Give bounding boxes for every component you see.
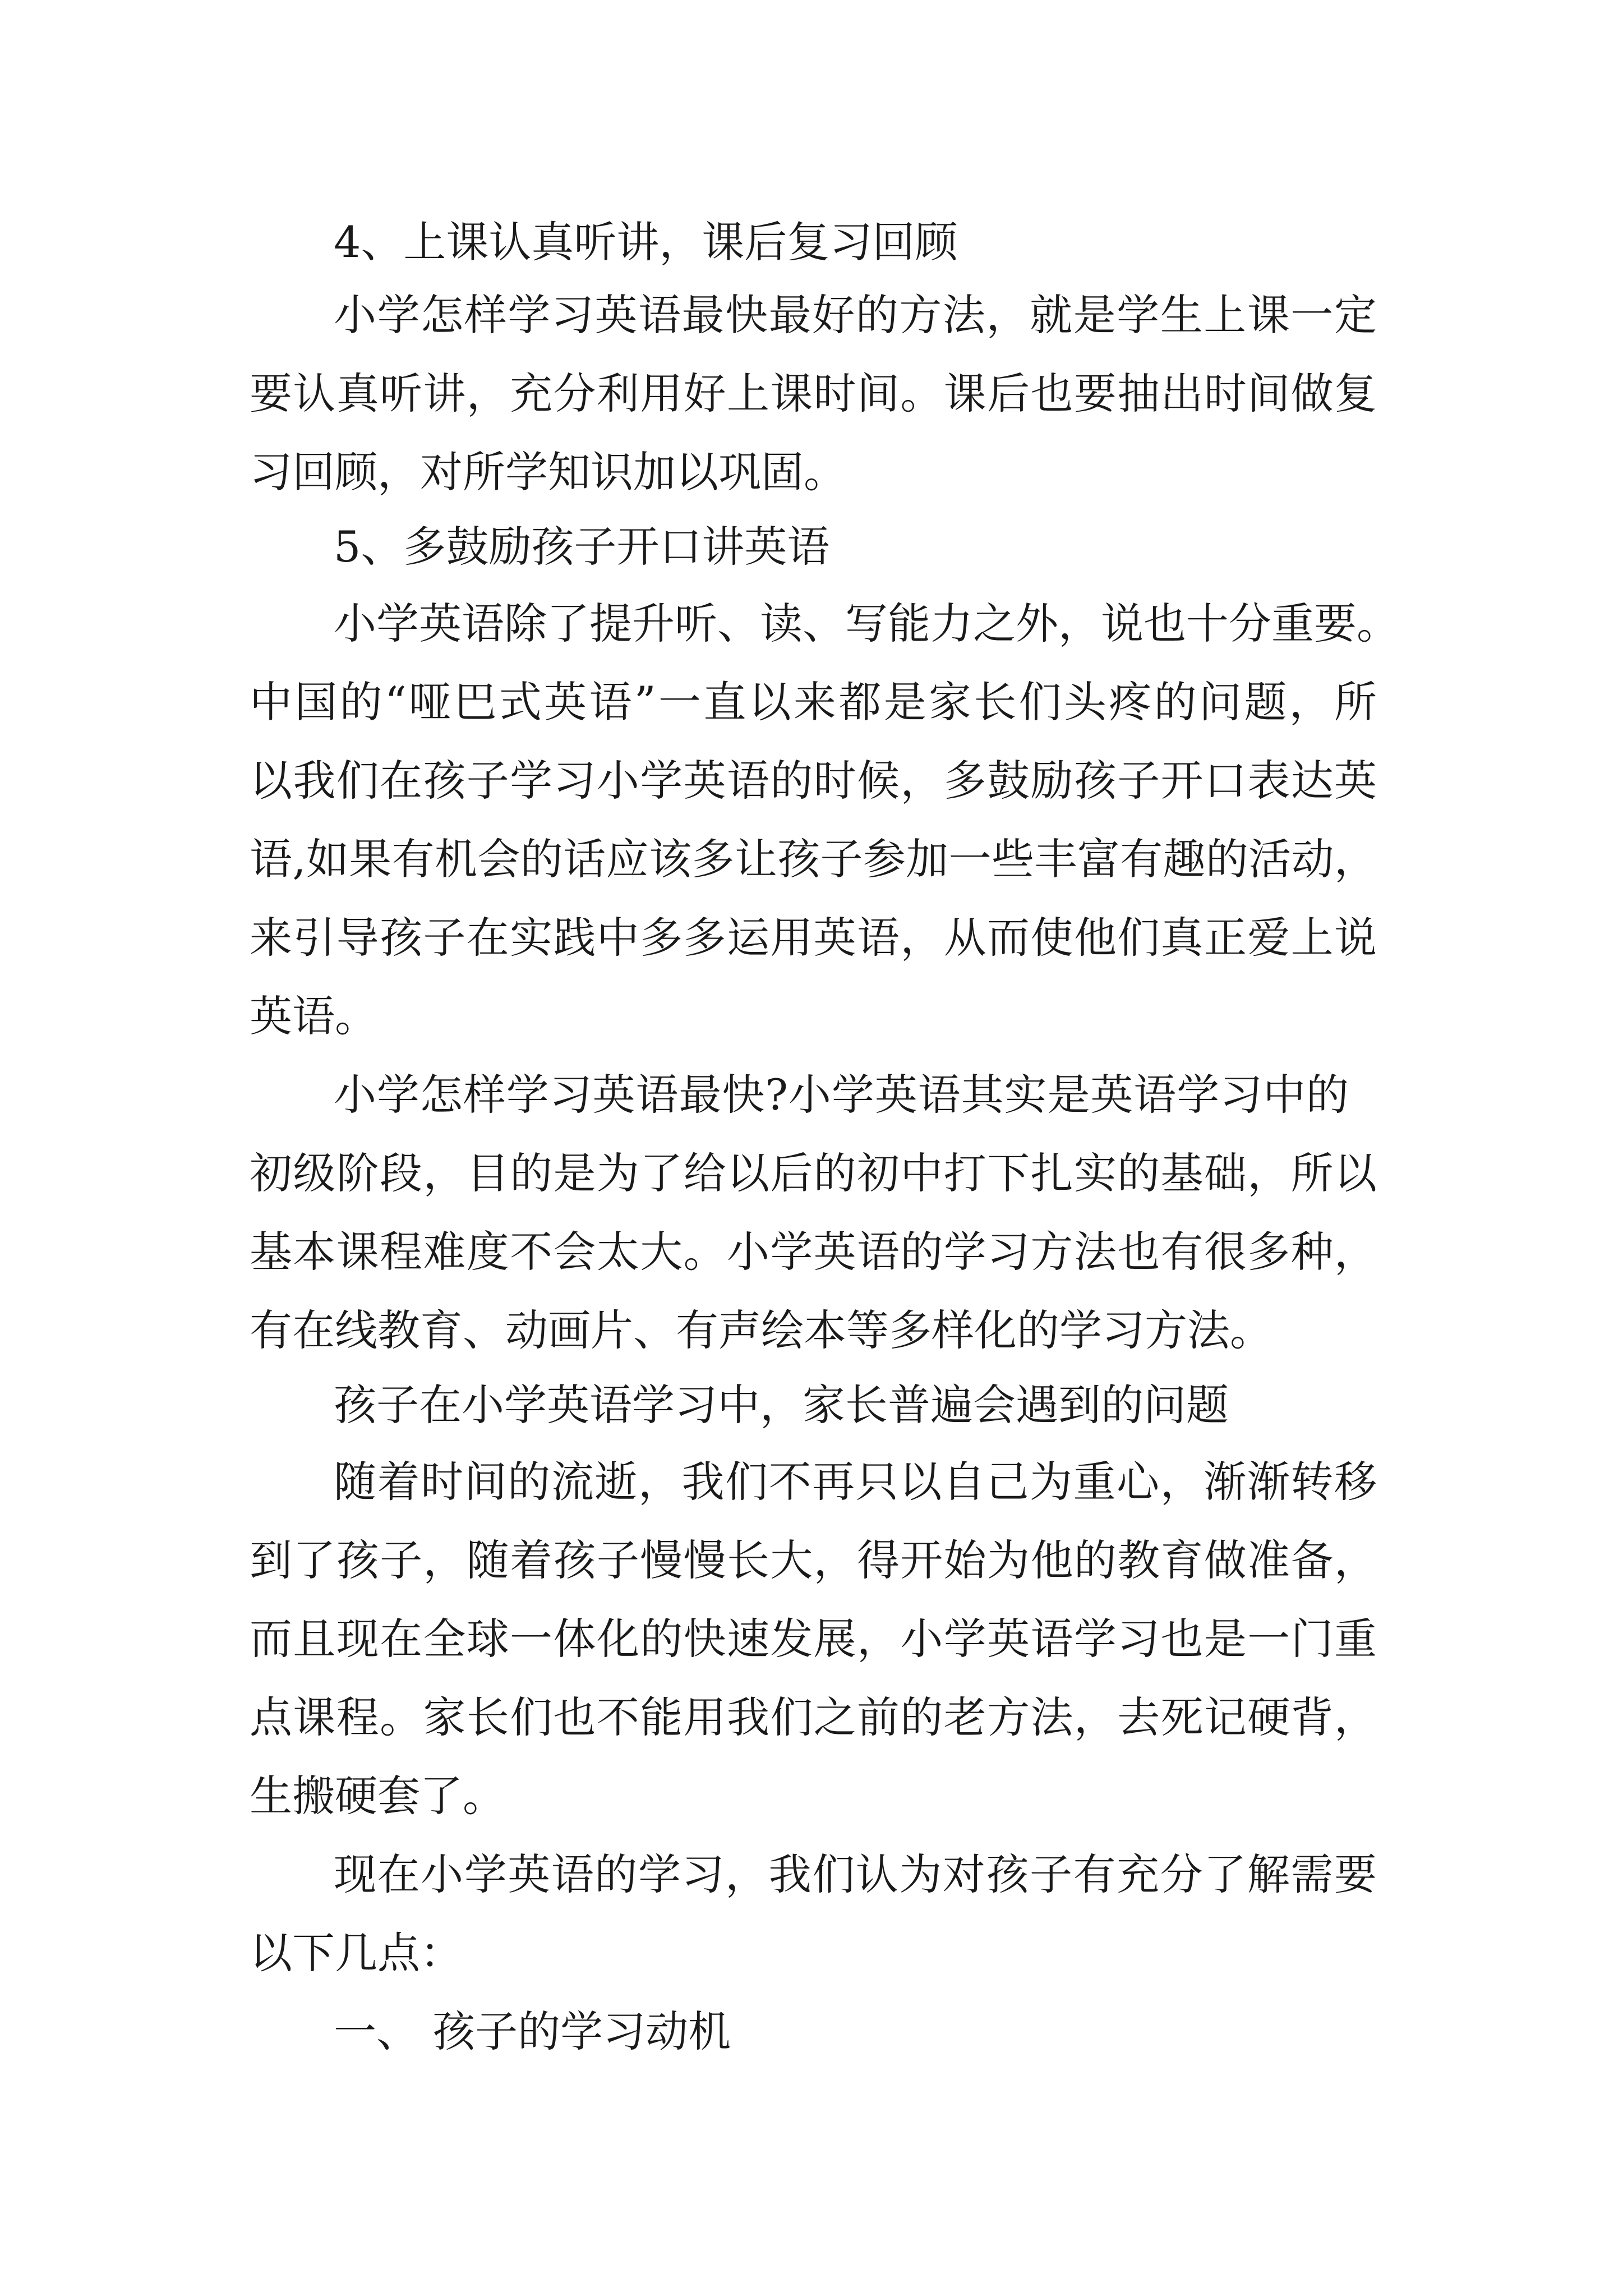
paragraph-line: 来引导孩子在实践中多多运用英语，从而使他们真正爱上说 <box>250 913 1377 963</box>
paragraph-line: 小学英语除了提升听、读、写能力之外，说也十分重要。 <box>334 599 1399 648</box>
paragraph-line: 习回顾，对所学知识加以巩固。 <box>250 447 846 497</box>
paragraph-line: 小学怎样学习英语最快?小学英语其实是英语学习中的 <box>334 1070 1349 1120</box>
paragraph-line: 初级阶段，目的是为了给以后的初中打下扎实的基础，所以 <box>250 1148 1377 1198</box>
paragraph-line: 语,如果有机会的话应该多让孩子参加一些丰富有趣的活动， <box>250 834 1377 884</box>
paragraph-line: 要认真听讲，充分利用好上课时间。课后也要抽出时间做复 <box>250 369 1377 418</box>
paragraph-line: 而且现在全球一体化的快速发展，小学英语学习也是一门重 <box>250 1614 1377 1664</box>
paragraph-line: 英语。 <box>250 991 377 1041</box>
paragraph-line: 生搬硬套了。 <box>250 1771 505 1821</box>
paragraph-line: 中国的“哑巴式英语”一直以来都是家长们头疼的问题，所 <box>250 677 1377 727</box>
section-heading: 孩子在小学英语学习中，家长普遍会遇到的问题 <box>334 1380 1229 1430</box>
section-heading-5: 5、多鼓励孩子开口讲英语 <box>334 522 830 572</box>
paragraph-line: 以下几点： <box>250 1928 463 1978</box>
paragraph-line: 小学怎样学习英语最快最好的方法，就是学生上课一定 <box>334 290 1377 340</box>
paragraph-line: 以我们在孩子学习小学英语的时候，多鼓励孩子开口表达英 <box>250 756 1377 806</box>
paragraph-line: 现在小学英语的学习，我们认为对孩子有充分了解需要 <box>334 1849 1377 1899</box>
paragraph-line: 随着时间的流逝，我们不再只以自己为重心，渐渐转移 <box>334 1457 1377 1507</box>
paragraph-line: 有在线教育、动画片、有声绘本等多样化的学习方法。 <box>250 1305 1272 1355</box>
list-heading: 一、 孩子的学习动机 <box>334 2007 731 2056</box>
paragraph-line: 点课程。家长们也不能用我们之前的老方法，去死记硬背， <box>250 1692 1377 1742</box>
paragraph-line: 基本课程难度不会太大。小学英语的学习方法也有很多种， <box>250 1227 1377 1277</box>
paragraph-line: 到了孩子，随着孩子慢慢长大，得开始为他的教育做准备， <box>250 1535 1377 1585</box>
section-heading-4: 4、上课认真听讲，课后复习回顾 <box>334 217 958 267</box>
